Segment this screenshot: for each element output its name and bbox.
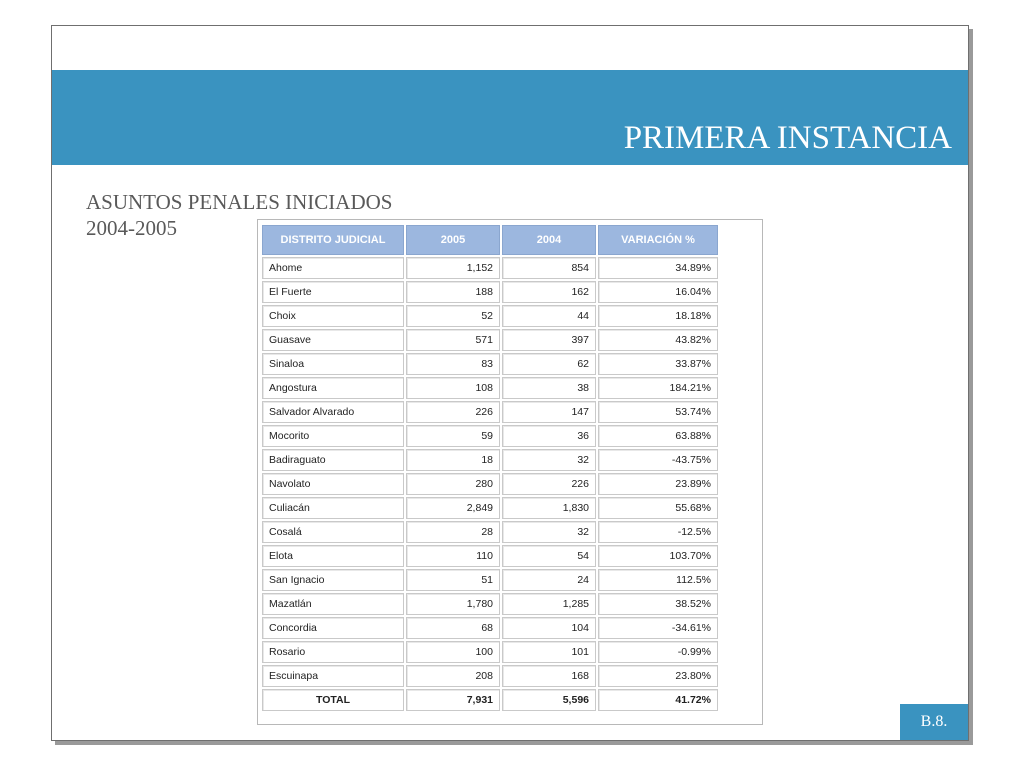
- cell-2004: 101: [502, 641, 596, 663]
- table-frame: [257, 219, 763, 725]
- cell-variacion: -12.5%: [598, 521, 718, 543]
- cell-variacion: 184.21%: [598, 377, 718, 399]
- cell-distrito: Rosario: [262, 641, 404, 663]
- cell-2004: 854: [502, 257, 596, 279]
- table-row: [262, 305, 718, 327]
- title-banner: [52, 70, 968, 165]
- cell-2005: 100: [406, 641, 500, 663]
- table-total-row: [262, 689, 718, 711]
- table-row: [262, 617, 718, 639]
- cell-2005: 110: [406, 545, 500, 567]
- cell-2004: 44: [502, 305, 596, 327]
- cell-2005: 188: [406, 281, 500, 303]
- cell-2004: 1,285: [502, 593, 596, 615]
- cell-2005: 59: [406, 425, 500, 447]
- cell-2005: 28: [406, 521, 500, 543]
- cell-2005: 280: [406, 473, 500, 495]
- table-row: [262, 401, 718, 423]
- table-row: [262, 521, 718, 543]
- cell-variacion: 16.04%: [598, 281, 718, 303]
- subtitle-line-1: ASUNTOS PENALES INICIADOS: [86, 190, 393, 214]
- cell-2004: 104: [502, 617, 596, 639]
- total-label: TOTAL: [262, 689, 404, 711]
- data-table: [260, 223, 720, 713]
- table-row: [262, 281, 718, 303]
- table-row: [262, 593, 718, 615]
- cell-distrito: Cosalá: [262, 521, 404, 543]
- header-2005: 2005: [406, 225, 500, 255]
- cell-2004: 32: [502, 521, 596, 543]
- cell-variacion: 38.52%: [598, 593, 718, 615]
- cell-2005: 1,152: [406, 257, 500, 279]
- cell-2004: 54: [502, 545, 596, 567]
- total-2005: 7,931: [406, 689, 500, 711]
- page-title: PRIMERA INSTANCIA: [623, 120, 952, 156]
- cell-distrito: Badiraguato: [262, 449, 404, 471]
- table-row: [262, 353, 718, 375]
- cell-variacion: 55.68%: [598, 497, 718, 519]
- cell-distrito: Mocorito: [262, 425, 404, 447]
- table-row: [262, 329, 718, 351]
- cell-2005: 2,849: [406, 497, 500, 519]
- cell-2004: 1,830: [502, 497, 596, 519]
- cell-variacion: 53.74%: [598, 401, 718, 423]
- cell-variacion: 63.88%: [598, 425, 718, 447]
- cell-distrito: Elota: [262, 545, 404, 567]
- cell-distrito: El Fuerte: [262, 281, 404, 303]
- subtitle-line-2: 2004-2005: [86, 216, 177, 240]
- cell-2004: 147: [502, 401, 596, 423]
- table-row: [262, 449, 718, 471]
- cell-variacion: 103.70%: [598, 545, 718, 567]
- cell-2004: 62: [502, 353, 596, 375]
- cell-distrito: Sinaloa: [262, 353, 404, 375]
- cell-variacion: 18.18%: [598, 305, 718, 327]
- total-2004: 5,596: [502, 689, 596, 711]
- cell-variacion: -0.99%: [598, 641, 718, 663]
- cell-2005: 226: [406, 401, 500, 423]
- header-variacion: VARIACIÓN %: [598, 225, 718, 255]
- cell-distrito: San Ignacio: [262, 569, 404, 591]
- cell-distrito: Ahome: [262, 257, 404, 279]
- cell-2005: 208: [406, 665, 500, 687]
- cell-2004: 38: [502, 377, 596, 399]
- cell-variacion: 34.89%: [598, 257, 718, 279]
- table-row: [262, 497, 718, 519]
- cell-2005: 571: [406, 329, 500, 351]
- total-variacion: 41.72%: [598, 689, 718, 711]
- cell-2005: 108: [406, 377, 500, 399]
- cell-variacion: 43.82%: [598, 329, 718, 351]
- cell-distrito: Escuinapa: [262, 665, 404, 687]
- cell-2004: 32: [502, 449, 596, 471]
- page-number-badge: B.8.: [900, 704, 968, 740]
- cell-distrito: Navolato: [262, 473, 404, 495]
- cell-variacion: 23.89%: [598, 473, 718, 495]
- cell-2004: 36: [502, 425, 596, 447]
- cell-2005: 51: [406, 569, 500, 591]
- header-2004: 2004: [502, 225, 596, 255]
- cell-distrito: Salvador Alvarado: [262, 401, 404, 423]
- cell-2004: 162: [502, 281, 596, 303]
- cell-variacion: -43.75%: [598, 449, 718, 471]
- table-row: [262, 569, 718, 591]
- table-row: [262, 377, 718, 399]
- header-distrito: DISTRITO JUDICIAL: [262, 225, 404, 255]
- cell-variacion: 33.87%: [598, 353, 718, 375]
- table-row: [262, 425, 718, 447]
- cell-2004: 226: [502, 473, 596, 495]
- cell-2004: 397: [502, 329, 596, 351]
- cell-distrito: Mazatlán: [262, 593, 404, 615]
- cell-variacion: 23.80%: [598, 665, 718, 687]
- cell-2005: 52: [406, 305, 500, 327]
- table-row: [262, 545, 718, 567]
- table-header-row: [262, 225, 718, 255]
- cell-2004: 24: [502, 569, 596, 591]
- cell-2005: 1,780: [406, 593, 500, 615]
- cell-distrito: Angostura: [262, 377, 404, 399]
- cell-distrito: Concordia: [262, 617, 404, 639]
- table-row: [262, 641, 718, 663]
- table-row: [262, 257, 718, 279]
- cell-distrito: Culiacán: [262, 497, 404, 519]
- cell-2005: 68: [406, 617, 500, 639]
- cell-2005: 83: [406, 353, 500, 375]
- slide: [51, 25, 969, 741]
- cell-variacion: 112.5%: [598, 569, 718, 591]
- table-row: [262, 473, 718, 495]
- cell-2005: 18: [406, 449, 500, 471]
- cell-distrito: Choix: [262, 305, 404, 327]
- table-body: [262, 257, 718, 711]
- table-row: [262, 665, 718, 687]
- cell-distrito: Guasave: [262, 329, 404, 351]
- cell-2004: 168: [502, 665, 596, 687]
- cell-variacion: -34.61%: [598, 617, 718, 639]
